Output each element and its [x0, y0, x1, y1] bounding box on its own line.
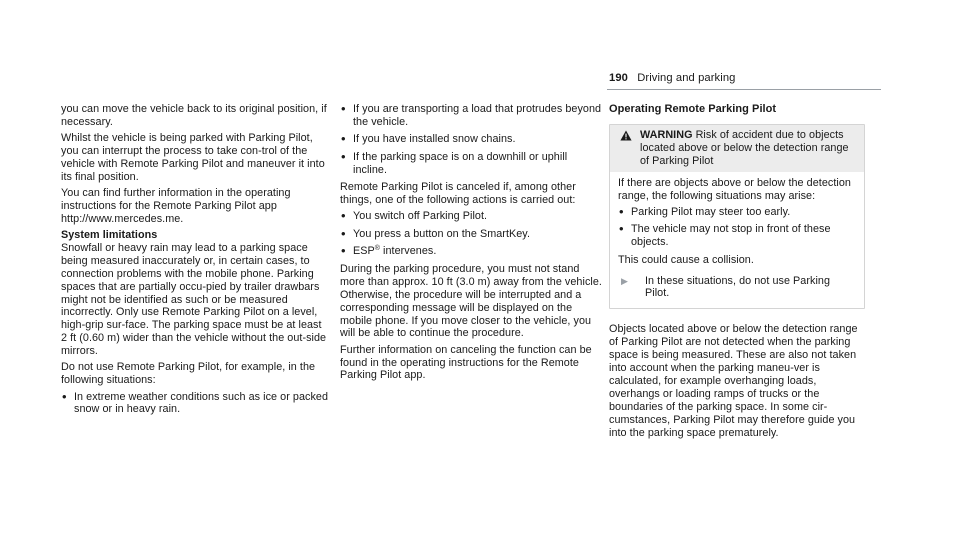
action-text: In these situations, do not use Parking Pilot.	[645, 274, 831, 300]
list-item: • If you have installed snow chains.	[340, 133, 602, 146]
bullet-list	[340, 103, 602, 177]
list-item: • If you are transporting a load that protrudes beyond the vehicle.	[340, 103, 602, 129]
list-item: • The vehicle may not stop in front of these objects.	[618, 223, 856, 249]
paragraph: If there are objects above or below the detection range, the following situations may arise:	[618, 176, 851, 202]
esp-rest: intervenes.	[379, 245, 437, 258]
paragraph: Further information on canceling the function can be found in the operating instructions for the Remote Parking Pilot app.	[340, 343, 592, 382]
bullet-list	[618, 206, 856, 249]
warning-body	[610, 172, 864, 309]
column-middle	[340, 103, 602, 386]
warning-label: WARNING	[640, 128, 693, 141]
page-header	[609, 72, 735, 84]
paragraph: You can find further information in the operating instructions for the Remote Parking Pilot app http://www.mercedes.me.	[61, 187, 291, 225]
column-left	[61, 103, 329, 421]
warning-message: Risk of accident due to objects located above or below the detection range of Parking Pilot	[640, 128, 849, 167]
paragraph: Do not use Remote Parking Pilot, for example, in the following situations:	[61, 361, 316, 387]
paragraph: During the parking procedure, you must not stand more than approx. 10 ft (3.0 m) away from the vehicle. Otherwise, the procedure will be interrupted and a corresponding message will be displayed on the mobile phone. If you move closer to the vehicle, you will be able to continue the procedure.	[340, 262, 602, 340]
list-item: • If the parking space is on a downhill or uphill incline.	[340, 151, 602, 177]
esp-text: ESP	[353, 245, 375, 258]
warning-icon	[620, 130, 632, 141]
list-item: • You switch off Parking Pilot.	[340, 210, 602, 223]
paragraph: Objects located above or below the detection range of Parking Pilot are not detected when the parking space is being measured. These are also not taken into account when the parking maneu-ver is calculated, for example overhanging loads, overhangs or loading ramps of trucks or the boundaries of the parking space. In some cir-cumstances, Parking Pilot may therefore guide you into the parking space prematurely.	[609, 323, 858, 439]
paragraph: Snowfall or heavy rain may lead to a parking space being measured inaccurately or, in certain cases, to connection problems with the mobile phone. Parking spaces that are partially occu-pied by trailer drawbars might not be identified as such or be measured incorrectly. Only use Remote Parking Pilot on a level, high-grip sur-face. The parking space must be at least 2 ft (0.60 m) wider than the vehicle without the out-side mirrors.	[61, 241, 327, 358]
header-rule	[607, 89, 881, 90]
chapter-title: Driving and parking	[637, 72, 736, 84]
action-arrow-icon: ▶	[621, 275, 628, 286]
list-item: • Parking Pilot may steer too early.	[618, 206, 856, 219]
bullet-list	[340, 210, 602, 258]
paragraph: This could cause a collision.	[618, 253, 754, 266]
registered-mark: ®	[374, 245, 380, 253]
warning-text	[640, 129, 856, 168]
bullet-list	[61, 391, 329, 417]
list-item: • You press a button on the SmartKey.	[340, 228, 602, 241]
column-right	[609, 103, 865, 443]
action-step	[618, 275, 856, 301]
list-item-esp	[340, 245, 602, 258]
paragraph: Whilst the vehicle is being parked with Parking Pilot, you can interrupt the process to take con-trol of the vehicle with Remote Parking Pilot and maneuver it into its final position.	[61, 132, 325, 183]
warning-header	[610, 125, 864, 172]
list-item: • In extreme weather conditions such as ice or packed snow or in heavy rain.	[61, 391, 329, 417]
subheading-system-limitations: System limitations	[61, 229, 158, 242]
page-number: 190	[609, 72, 628, 84]
paragraph: you can move the vehicle back to its original position, if necessary.	[61, 103, 327, 128]
paragraph: Remote Parking Pilot is canceled if, among other things, one of the following actions is carried out:	[340, 181, 576, 207]
section-title: Operating Remote Parking Pilot	[609, 103, 777, 115]
warning-box	[609, 124, 865, 309]
